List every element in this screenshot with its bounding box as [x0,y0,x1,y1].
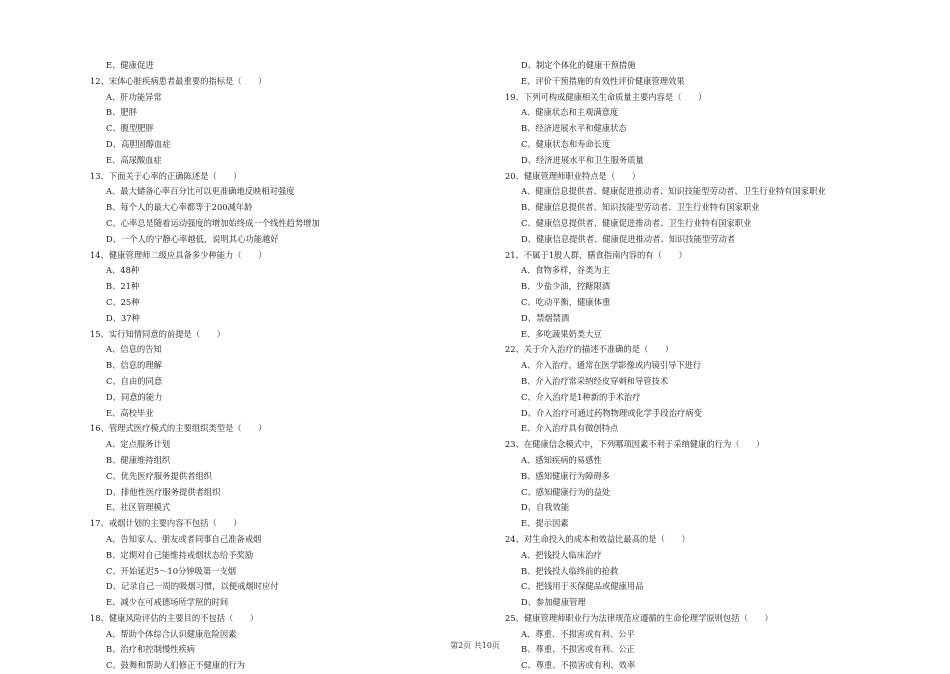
answer-option: D、同意的能力 [106,391,163,402]
answer-option: C、优先医疗服务提供者组织 [106,470,212,481]
answer-option: C、尊重、不损害或有利、效率 [521,660,636,671]
answer-option: D、参加健康管理 [521,597,586,608]
answer-option: B、感知健康行为障碍多 [521,470,611,481]
question-stem: 17、戒烟计划的主要内容不包括（ ） [90,518,242,529]
answer-option: A、介入治疗，通常在医学影像或内镜引导下进行 [521,360,702,371]
answer-option: E、高尿酸血症 [106,154,162,165]
question-stem: 12、宋体心脏疾病患者最重要的指标是（ ） [90,75,267,86]
answer-option: B、每个人的最大心率都等于200减年龄 [106,202,253,213]
question-stem: 25、健康管理师职业行为法律规范应遵循的生命伦理学原则包括（ ） [505,612,773,623]
answer-option: E、健康促进 [106,60,154,70]
answer-option: D、37种 [106,312,140,323]
answer-option: D、介入治疗可通过药物物理或化学手段治疗病变 [521,407,702,418]
question-stem: 13、下面关于心率的正确陈述是（ ） [90,170,242,181]
answer-option: A、感知疾病的易感性 [521,454,602,465]
answer-option: E、提示因素 [521,518,569,529]
answer-option: A、把钱投人临床治疗 [521,549,602,560]
answer-option: E、社区管理模式 [106,502,171,513]
question-stem: 23、在健康信念模式中，下列哪项因素不利于采纳健康的行为（ ） [505,439,765,450]
answer-option: D、健康信息提供者、健康促进推动者、知识技能型劳动者 [521,233,736,244]
answer-option: B、把钱投人临终前的抢救 [521,565,619,576]
answer-option: B、尊重、不损害或有利、公正 [521,644,635,655]
answer-option: A、健康状态和主观满意度 [521,107,619,118]
answer-option: D、记录自己一周的吸烟习惯，以便戒烟时应付 [106,581,279,592]
answer-option: A、定点服务计划 [106,439,171,450]
answer-option: A、最大储备心率百分比可以更准确地反映相对强度 [106,186,295,197]
answer-option: C、介入治疗是1种新的手术治疗 [521,391,641,402]
answer-option: C、心率总是随着运动强度的增加始终成一个线性趋势增加 [106,217,320,228]
left-column [90,58,490,674]
question-stem: 18、健康风险评估的主要目的不包括（ ） [90,612,259,623]
answer-option: D、排他性医疗服务提供者组织 [106,486,221,497]
answer-option: B、肥胖 [106,107,137,118]
question-stem: 22、关于介入治疗的描述不准确的是（ ） [505,344,674,355]
answer-option: C、感知健康行为的益处 [521,486,611,497]
answer-option: E、减少在可戒德场所学照的时间 [106,597,229,608]
question-stem: 20、健康管理师职业特点是（ ） [505,170,641,181]
question-stem: 14、健康管理师二级应具备多少种能力（ ） [90,249,267,260]
answer-option: E、多吃蔬果奶类大豆 [521,328,602,339]
answer-option: C、自由的同意 [106,375,163,386]
answer-option: E、介入治疗具有微创特点 [521,423,619,434]
answer-option: D、制定个体化的健康干预措施 [521,60,636,70]
answer-option: B、信息的理解 [106,360,162,371]
answer-option: B、经济进展水平和健康状态 [521,123,627,134]
answer-option: A、食物多样，谷类为主 [521,265,610,276]
answer-option: C、健康信息提供者、健康促进推动者、卫生行业特有国家职业 [521,217,752,228]
answer-option: C、腹型肥胖 [106,123,154,134]
answer-option: C、健康状态和寿命长度 [521,138,611,149]
page-number-label: 第2页 共10页 [450,641,500,650]
answer-option: A、帮助个体综合认识健康危险因素 [106,628,237,639]
page-footer [0,640,950,651]
answer-option: A、信息的告知 [106,344,162,355]
answer-option: A、尊重、不损害或有利、公平 [521,628,635,639]
question-stem: 24、对生命投入的成本和效益比最高的是（ ） [505,533,690,544]
answer-option: B、定期对自己能维持戒烟状态给予奖励 [106,549,254,560]
answer-option: A、告知家人、朋友或者同事自己准备戒烟 [106,533,262,544]
question-stem: 21、不属于1般人群，膳食指南内容的有（ ） [505,249,687,260]
answer-option: C、把钱用于买保健品或健康用品 [521,581,644,592]
answer-option: D、经济进展水平和卫生服务质量 [521,154,644,165]
answer-option: D、高胆固醇血症 [106,138,171,149]
question-stem: 16、管理式医疗模式的主要组织类型是（ ） [90,423,267,434]
answer-option: A、健康信息提供者、健康促进推动者、知识技能型劳动者、卫生行业特有国家职业 [521,186,826,197]
answer-option: B、少盐少油，控糖限酒 [521,281,611,292]
question-stem: 15、实行知情同意的前提是（ ） [90,328,226,339]
answer-option: A、肝功能异常 [106,91,162,102]
answer-option: D、自我效能 [521,502,570,513]
answer-option: B、21种 [106,281,140,292]
answer-option: D、禁烟禁酒 [521,312,570,323]
answer-option: B、治疗和控制慢性疾病 [106,644,196,655]
right-column [505,58,915,674]
answer-option: C、鼓舞和帮助人们修正不健康的行为 [106,660,246,671]
answer-option: C、吃动平衡，健康体重 [521,296,611,307]
answer-option: B、介入治疗常采纳经皮穿刺和导管技术 [521,375,669,386]
answer-option: E、评价干预措施的有效性评价健康管理效果 [521,75,685,86]
answer-option: D、一个人的宁静心率越低，说明其心功能越好 [106,233,279,244]
answer-option: A、48种 [106,265,140,276]
answer-option: C、25种 [106,296,140,307]
question-stem: 19、下列可构成健康相关生命质量主要内容是（ ） [505,91,707,102]
answer-option: B、健康信息提供者、知识技能型劳动者、卫生行业特有国家职业 [521,202,760,213]
answer-option: E、高校毕业 [106,407,154,418]
answer-option: B、健康维持组织 [106,454,171,465]
answer-option: C、开始延迟5～10分钟吸第一支烟 [106,565,237,576]
